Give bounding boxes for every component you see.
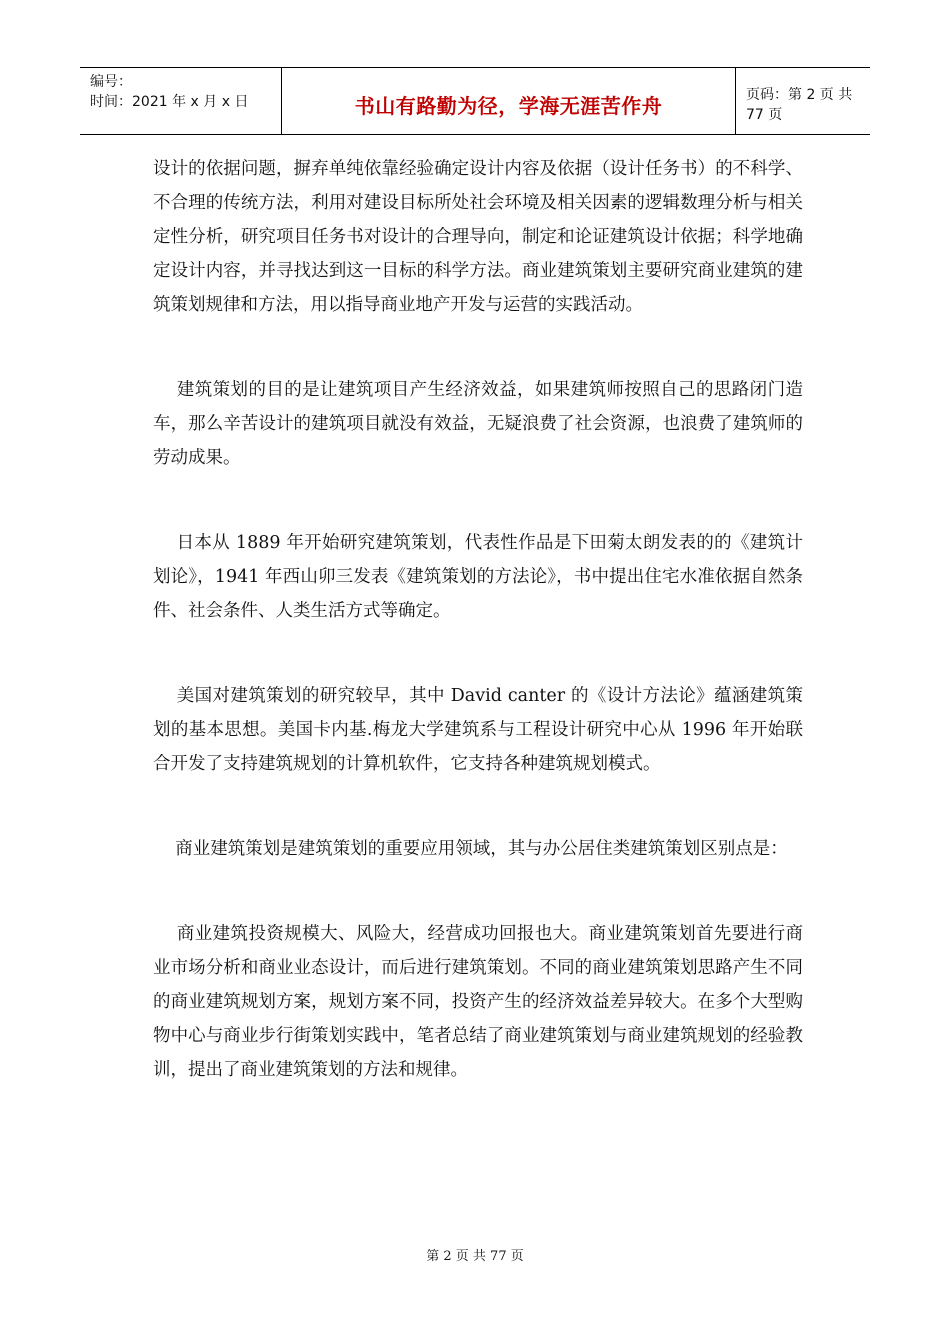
page-footer: 第 2 页 共 77 页 (426, 1249, 524, 1264)
document-date: 时间：2021 年 x 月 x 日 (90, 94, 249, 110)
document-body (153, 152, 803, 1087)
body-paragraph: 美国对建筑策划的研究较早，其中 David canter 的《设计方法论》蕴涵建筑策划的基本思想。美国卡内基.梅龙大学建筑系与工程设计研究中心从 1996 年开始联合开发了支持建筑规划的计算机软件，它支持各种建筑规划模式。 (153, 686, 803, 774)
body-paragraph: 商业建筑投资规模大、风险大，经营成功回报也大。商业建筑策划首先要进行商业市场分析和商业业态设计，而后进行建筑策划。不同的商业建筑策划思路产生不同的商业建筑规划方案，规划方案不同，投资产生的经济效益差异较大。在多个大型购物中心与商业步行街策划实践中，笔者总结了商业建筑策划与商业建筑规划的经验教训，提出了商业建筑策划的方法和规律。 (153, 924, 803, 1080)
page-header (80, 67, 870, 135)
body-paragraph: 日本从 1889 年开始研究建筑策划，代表性作品是下田菊太朗发表的的《建筑计划论》，1941 年西山卯三发表《建筑策划的方法论》，书中提出住宅水准依据自然条件、社会条件、人类生活方式等确定。 (153, 533, 803, 621)
body-paragraph: 商业建筑策划是建筑策划的重要应用领域，其与办公居住类建筑策划区别点是： (153, 839, 788, 859)
body-paragraph: 设计的依据问题，摒弃单纯依靠经验确定设计内容及依据（设计任务书）的不科学、不合理的传统方法，利用对建设目标所处社会环境及相关因素的逻辑数理分析与相关定性分析，研究项目任务书对设计的合理导向，制定和论证建筑设计依据；科学地确定设计内容，并寻找达到这一目标的科学方法。商业建筑策划主要研究商业建筑的建筑策划规律和方法，用以指导商业地产开发与运营的实践活动。 (153, 159, 803, 315)
body-paragraph: 建筑策划的目的是让建筑项目产生经济效益，如果建筑师按照自己的思路闭门造车，那么辛苦设计的建筑项目就没有效益，无疑浪费了社会资源，也浪费了建筑师的劳动成果。 (153, 380, 803, 468)
header-page-info: 页码：第 2 页 共 77 页 (746, 87, 853, 123)
header-meta (80, 68, 282, 134)
document-number-label: 编号： (90, 74, 132, 90)
header-motto: 书山有路勤为径，学海无涯苦作舟 (282, 68, 736, 134)
